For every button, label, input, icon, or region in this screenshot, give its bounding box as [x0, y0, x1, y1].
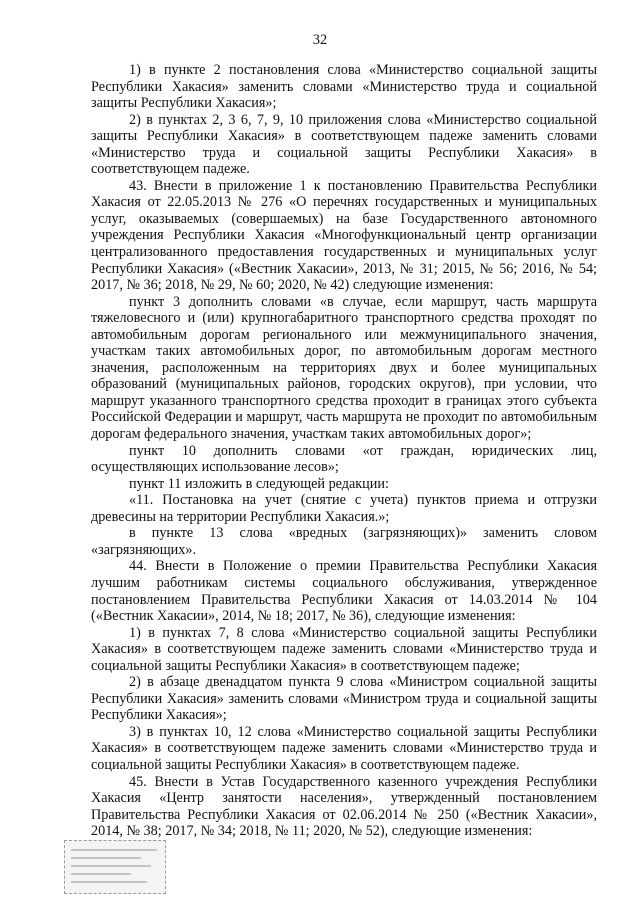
- paragraph: пункт 10 дополнить словами «от граждан, юридических лиц, осуществляющих использование лесов»;: [91, 442, 597, 476]
- paragraph: 45. Внести в Устав Государственного казенного учреждения Республики Хакасия «Центр занятости населения», утвержденный постановлением Правительства Республики Хакасия от 02.06.2014 № 250 («Вестник Хакасии», 2014, № 38; 2017, № 34; 2018, № 11; 2020, № 52), следующие изменения:: [91, 773, 597, 840]
- paragraph: 1) в пункте 2 постановления слова «Министерство социальной защиты Республики Хакасия» заменить словами «Министерство труда и социальной защиты Республики Хакасия»;: [91, 62, 597, 112]
- paragraph: пункт 11 изложить в следующей редакции:: [129, 475, 389, 492]
- page-number: 32: [312, 32, 328, 48]
- paragraph: 2) в пунктах 2, 3 6, 7, 9, 10 приложения слова «Министерство социальной защиты Республики Хакасия» в соответствующем падеже заменить словами «Министерство труда и социальной защиты Республики Хакасия» в соответствующем падеже.: [91, 111, 597, 178]
- paragraph: 1) в пунктах 7, 8 слова «Министерство социальной защиты Республики Хакасия» в соответствующем падеже заменить словами «Министерство труда и социальной защиты Республики Хакасия» в соответствующем падеже;: [91, 624, 597, 674]
- paragraph: пункт 3 дополнить словами «в случае, если маршрут, часть маршрута тяжеловесного и (или) крупногабаритного транспортного средства проходят по автомобильным дорогам регионального или межмуниципального значения, участкам таких автомобильных дорог, по автомобильным дорогам местного значения, расположенным на территориях двух и более муниципальных образований (муниципальных районов, городских округов), при условии, что маршрут указанного транспортного средства проходит в границах этого субъекта Российской Федерации и маршрут, часть маршрута не проходит по автомобильным дорогам федерального значения, участкам таких автомобильных дорог»;: [91, 293, 597, 443]
- paragraph: 44. Внести в Положение о премии Правительства Республики Хакасия лучшим работникам системы социального обслуживания, утвержденное постановлением Правительства Республики Хакасия от 14.03.2014 № 104 («Вестник Хакасии», 2014, № 18; 2017, № 36), следующие изменения:: [91, 558, 597, 625]
- paragraph: 2) в абзаце двенадцатом пункта 9 слова «Министром социальной защиты Республики Хакасия» заменить словами «Министром труда и социальной защиты Республики Хакасия»;: [91, 674, 597, 724]
- paragraph: 43. Внести в приложение 1 к постановлению Правительства Республики Хакасия от 22.05.2013 № 276 «О перечнях государственных и муниципальных услуг, оказываемых (совершаемых) на базе Государственного автономного учреждения Республики Хакасия «Многофункциональный центр организации централизованного предоставления государственных и муниципальных услуг Республики Хакасия» («Вестник Хакасии», 2013, № 31; 2015, № 56; 2016, № 54; 2017, № 36; 2018, № 29, № 60; 2020, № 42) следующие изменения:: [91, 177, 597, 294]
- registration-stamp: [64, 840, 166, 894]
- document-body: [91, 62, 597, 840]
- paragraph: в пункте 13 слова «вредных (загрязняющих)» заменить словом «загрязняющих».: [91, 525, 597, 558]
- paragraph: 3) в пунктах 10, 12 слова «Министерство социальной защиты Республики Хакасия» в соответствующем падеже заменить словами «Министерство труда и социальной защиты Республики Хакасия» в соответствующем падеже.: [91, 723, 597, 773]
- paragraph: «11. Постановка на учет (снятие с учета) пунктов приема и отгрузки древесины на территории Республики Хакасия.»;: [91, 492, 597, 525]
